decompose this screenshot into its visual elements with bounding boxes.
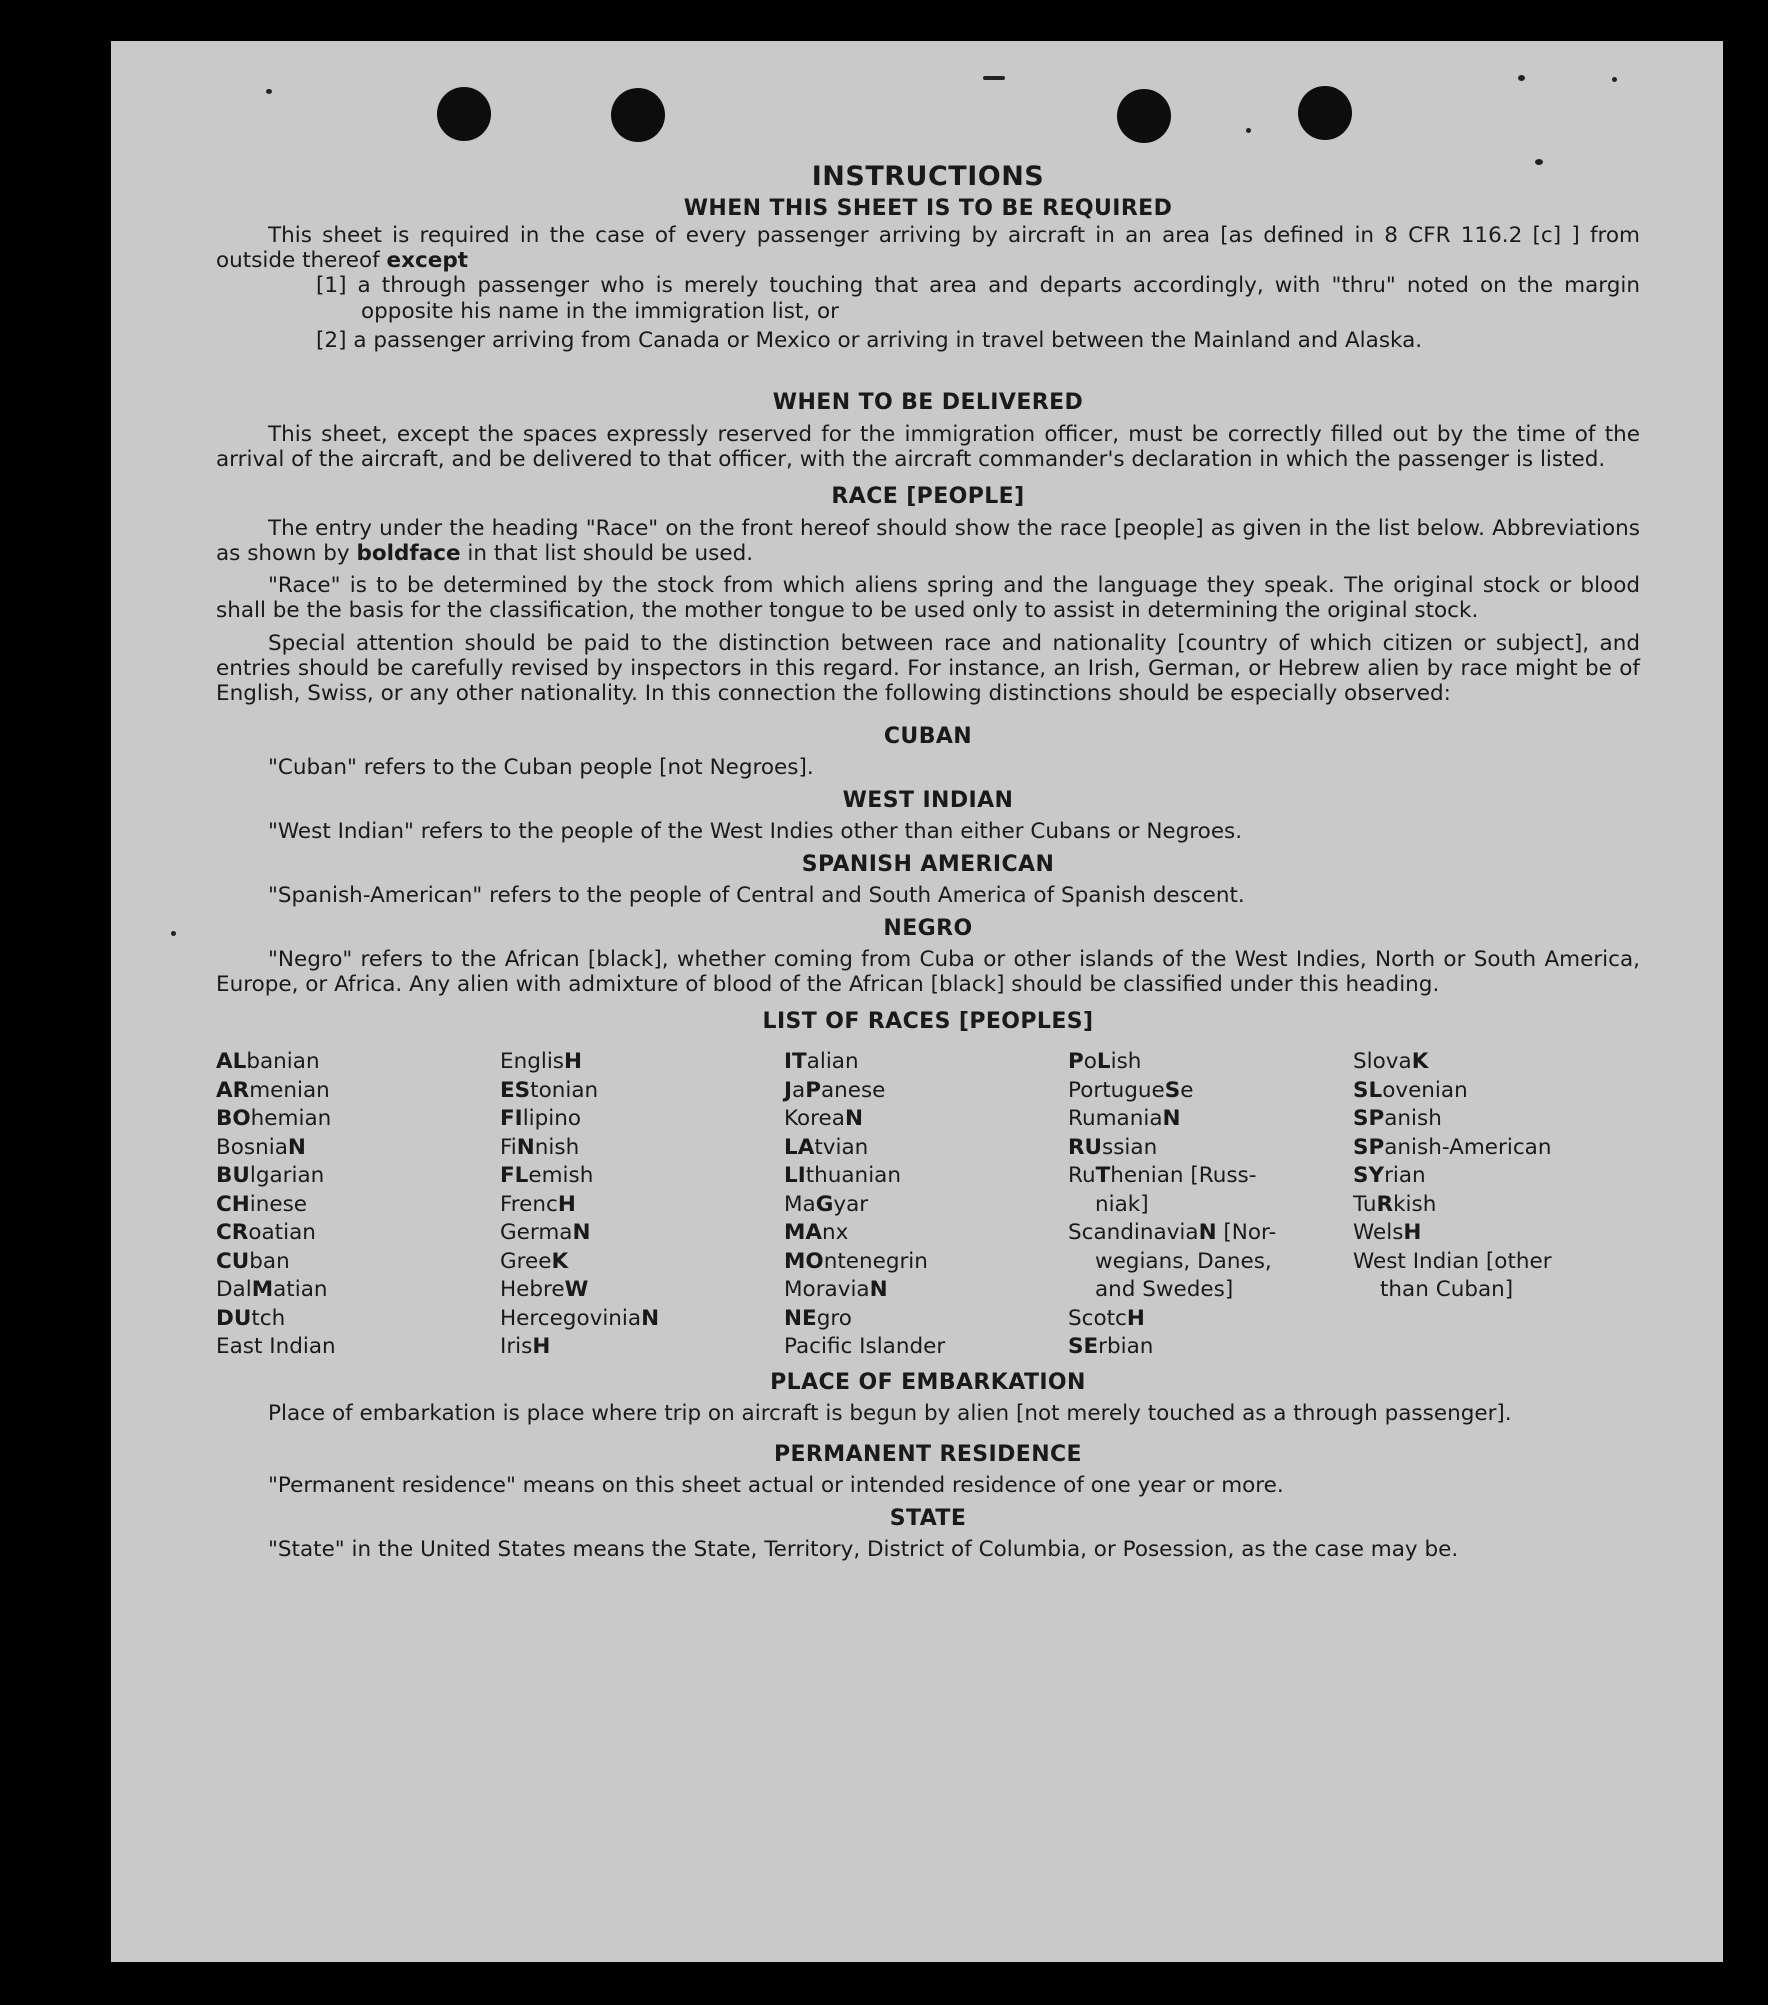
race-entry: East Indian xyxy=(216,1334,336,1359)
races-list xyxy=(216,1048,1640,1362)
race-entry: FIlipino xyxy=(500,1106,582,1131)
races-column-3 xyxy=(784,1048,1068,1362)
punch-hole-left-2 xyxy=(611,88,665,142)
negro-text: "Negro" refers to the African [black], whether coming from Cuba or other islands of the West Indies, North or South America, Europe, or Africa. Any alien with admixture of blood of the African [black] should be classified under this heading. xyxy=(216,947,1640,997)
race-entry: CUban xyxy=(216,1248,290,1274)
dust-speck xyxy=(266,89,272,94)
race-entry: ITalian xyxy=(784,1049,859,1074)
race-entry: RUssian xyxy=(1068,1134,1158,1160)
race-entry: FrencH xyxy=(500,1191,576,1217)
heading-list-of-races: LIST OF RACES [PEOPLES] xyxy=(762,1009,1094,1034)
race-entry: GermaN xyxy=(500,1220,591,1245)
race-entry-continuation: and Swedes] xyxy=(1095,1277,1234,1302)
race-entry: MoraviaN xyxy=(784,1277,888,1302)
race-entry: HebreW xyxy=(500,1277,589,1302)
race-entry: FiNnish xyxy=(500,1134,580,1160)
heading-place-of-embarkation: PLACE OF EMBARKATION xyxy=(770,1369,1086,1395)
race-entry: BOhemian xyxy=(216,1106,332,1131)
races-column-1 xyxy=(216,1048,500,1362)
west-indian-text: "West Indian" refers to the people of the West Indies other than either Cubans or Negroes. xyxy=(268,819,1243,844)
race-entry: RuThenian [Russ- xyxy=(1068,1163,1257,1188)
races-column-2 xyxy=(500,1048,784,1362)
required-except: except xyxy=(386,248,468,273)
race-entry: HercegoviniaN xyxy=(500,1305,660,1331)
race-paragraph-3: Special attention should be paid to the distinction between race and nationality [country of which citizen or subject], and entries should be carefully revised by inspectors in this regard. For instance, an Irish, German, or Hebrew alien by race might be of English, Swiss, or any other nationality. In this connection the following distinctions should be especially observed: xyxy=(216,631,1640,706)
race-entry: MOntenegrin xyxy=(784,1248,928,1274)
race-entry: GreeK xyxy=(500,1248,569,1274)
race-entry-continuation: niak] xyxy=(1095,1191,1149,1217)
heading-when-required: WHEN THIS SHEET IS TO BE REQUIRED xyxy=(683,196,1173,221)
race-entry: EStonian xyxy=(500,1077,599,1103)
punch-hole-right-1 xyxy=(1117,89,1171,143)
heading-cuban: CUBAN xyxy=(883,724,973,749)
cuban-text: "Cuban" refers to the Cuban people [not Negroes]. xyxy=(268,755,814,780)
race-entry: SYrian xyxy=(1353,1163,1426,1188)
heading-spanish-american: SPANISH AMERICAN xyxy=(801,852,1055,877)
punch-hole-right-2 xyxy=(1298,86,1352,140)
race-entry: ALbanian xyxy=(216,1049,320,1074)
race-entry: ARmenian xyxy=(216,1077,330,1103)
heading-race: RACE [PEOPLE] xyxy=(831,484,1025,509)
race-entry: SPanish-American xyxy=(1353,1134,1552,1160)
instruction-sheet xyxy=(111,41,1723,1962)
state-text: "State" in the United States means the State, Territory, District of Columbia, or Posession, as the case may be. xyxy=(268,1536,1459,1562)
race-entry: WelsH xyxy=(1353,1220,1422,1245)
race-entry: ScotcH xyxy=(1068,1305,1145,1331)
required-intro: This sheet is required in the case of every passenger arriving by aircraft in an area [as defined in 8 CFR 116.2 [c] ] from outside thereof except xyxy=(216,223,1640,273)
dust-speck xyxy=(1518,75,1525,81)
race-entry: RumaniaN xyxy=(1068,1106,1181,1131)
race-entry-continuation: than Cuban] xyxy=(1380,1277,1514,1302)
residence-text: "Permanent residence" means on this sheet actual or intended residence of one year or more. xyxy=(268,1472,1284,1498)
heading-when-delivered: WHEN TO BE DELIVERED xyxy=(772,390,1084,415)
race-entry: JaPanese xyxy=(784,1077,886,1103)
race-entry: LIthuanian xyxy=(784,1163,901,1188)
race-entry: Pacific Islander xyxy=(784,1334,946,1359)
heading-negro: NEGRO xyxy=(883,916,973,941)
heading-state: STATE xyxy=(889,1505,967,1531)
instructions-content xyxy=(216,161,1640,1562)
spanish-american-text: "Spanish-American" refers to the people of Central and South America of Spanish descent. xyxy=(268,883,1245,908)
race-entry: DalMatian xyxy=(216,1277,328,1302)
race-entry: ScandinaviaN [Nor- xyxy=(1068,1220,1277,1245)
race-entry: CRoatian xyxy=(216,1220,316,1245)
race-entry: MAnx xyxy=(784,1220,849,1245)
race-entry: CHinese xyxy=(216,1191,308,1217)
race-entry: EnglisH xyxy=(500,1049,583,1074)
heading-permanent-residence: PERMANENT RESIDENCE xyxy=(773,1441,1082,1467)
dust-speck xyxy=(1612,77,1617,82)
races-column-4 xyxy=(1068,1048,1353,1362)
race-entry: MaGyar xyxy=(784,1191,869,1217)
race-entry: DUtch xyxy=(216,1305,286,1331)
race-entry: TuRkish xyxy=(1353,1191,1437,1217)
race-entry: SPanish xyxy=(1353,1106,1442,1131)
race-entry: NEgro xyxy=(784,1305,852,1331)
race-entry: SlovaK xyxy=(1353,1049,1429,1074)
races-column-5 xyxy=(1353,1048,1640,1362)
race-entry: KoreaN xyxy=(784,1106,863,1131)
race-entry: LAtvian xyxy=(784,1134,869,1160)
exception-item-1: [1] a through passenger who is merely touching that area and departs accordingly, with "thru" noted on the margin opposite his name in the immigration list, or xyxy=(316,273,1640,324)
delivered-text: This sheet, except the spaces expressly reserved for the immigration officer, must be correctly filled out by the time of the arrival of the aircraft, and be delivered to that officer, with the aircraft commander's declaration in which the passenger is listed. xyxy=(216,422,1640,472)
race-entry: West Indian [other xyxy=(1353,1248,1552,1274)
race-entry: SLovenian xyxy=(1353,1077,1468,1103)
race-paragraph-2: "Race" is to be determined by the stock from which aliens spring and the language they speak. The original stock or blood shall be the basis for the classification, the mother tongue to be used only to assist in determining the original stock. xyxy=(216,573,1640,623)
race-entry-continuation: wegians, Danes, xyxy=(1095,1248,1272,1274)
race-entry: FLemish xyxy=(500,1163,594,1188)
race-entry: PoLish xyxy=(1068,1049,1142,1074)
heading-west-indian: WEST INDIAN xyxy=(842,788,1014,813)
dust-speck xyxy=(983,76,1005,80)
race-paragraph-1: The entry under the heading "Race" on the front hereof should show the race [people] as given in the list below. Abbreviations as shown by boldface in that list should be used. xyxy=(216,516,1640,566)
punch-hole-left-1 xyxy=(437,87,491,141)
dust-speck xyxy=(171,931,176,936)
page-title: INSTRUCTIONS xyxy=(811,161,1045,192)
race-entry: SErbian xyxy=(1068,1334,1154,1359)
race-entry: PortugueSe xyxy=(1068,1077,1194,1103)
dust-speck xyxy=(1246,128,1251,133)
exception-item-2: [2] a passenger arriving from Canada or Mexico or arriving in travel between the Mainland and Alaska. xyxy=(316,328,1423,353)
embarkation-text: Place of embarkation is place where trip on aircraft is begun by alien [not merely touched as a through passenger]. xyxy=(268,1400,1512,1426)
race-entry: BUlgarian xyxy=(216,1163,325,1188)
race-entry: BosniaN xyxy=(216,1134,306,1160)
race-entry: IrisH xyxy=(500,1334,551,1359)
